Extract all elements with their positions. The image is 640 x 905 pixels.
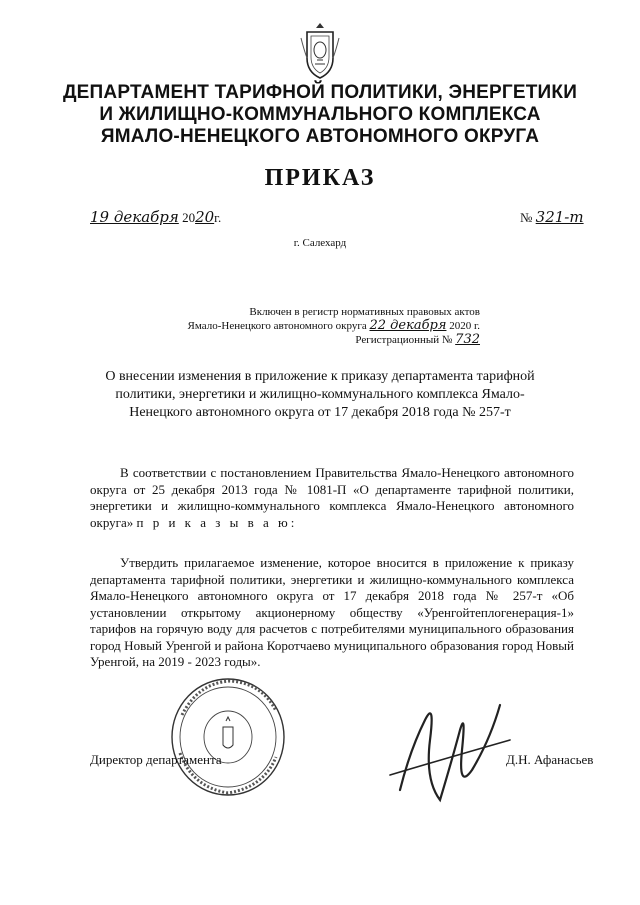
date-handwritten: 19 декабря — [90, 208, 179, 226]
order-subject: О внесении изменения в приложение к приказу департамента тарифной политики, энергетики и жилищно-коммунального комплекса Ямало-Ненецкого автономного округа от 17 декабря 2018 года № 257-т — [105, 369, 535, 420]
registration-line-2-suffix: 2020 г. — [449, 320, 480, 332]
year-handwritten: 20 — [195, 208, 215, 226]
year-suffix: г. — [214, 210, 222, 225]
order-word: п р и к а з ы в а ю: — [136, 514, 298, 530]
handwritten-signature-icon — [380, 680, 520, 815]
registration-line-2 — [180, 319, 480, 333]
registration-line-3 — [180, 333, 480, 347]
order-paragraph: Утвердить прилагаемое изменение, которое вносится в приложение к приказу департамента тарифной политики, энергетики и жилищно-коммунального комплекса Ямало-Ненецкого автономного округа от 17 декабря 2018 года № 257-т «Об установлении открытому акционерному обществу «Уренгойтеплогенерация-1» тарифов на горячую воду для расчетов с потребителями муниципального образования город Новый Уренгой и района Коротчаево муниципального образования город Новый Уренгой, на 2019 - 2023 годы». — [90, 555, 574, 669]
year-prefix: 20 — [182, 210, 196, 225]
registration-block — [180, 305, 480, 347]
signatory-name: Д.Н. Афанасьев — [506, 752, 594, 767]
registration-line-1: Включен в регистр нормативных правовых актов — [249, 306, 480, 318]
department-title-line-2: И ЖИЛИЩНО-КОММУНАЛЬНОГО КОМПЛЕКСА — [99, 104, 541, 125]
round-seal-icon — [168, 675, 288, 800]
department-title-line-1: ДЕПАРТАМЕНТ ТАРИФНОЙ ПОЛИТИКИ, ЭНЕРГЕТИКИ — [62, 82, 578, 103]
coat-of-arms-icon — [295, 20, 345, 82]
order-date — [90, 208, 221, 226]
department-title — [60, 82, 580, 148]
department-title-line-3: ЯМАЛО-НЕНЕЦКОГО АВТОНОМНОГО ОКРУГА — [100, 126, 540, 147]
registration-line-3-prefix: Регистрационный № — [355, 334, 453, 346]
preamble-text: В соответствии с постановлением Правительства Ямало-Ненецкого автономного округа от 25 декабря 2013 года № 1081-П «О департаменте тарифной политики, энергетики и жилищно-коммунального комплекса Ямало-Ненецкого автономного округа» — [90, 465, 574, 530]
document-type: ПРИКАЗ — [264, 165, 376, 191]
order-number — [520, 208, 584, 226]
registration-number-handwritten: 732 — [455, 332, 480, 347]
registration-date-handwritten: 22 декабря — [369, 318, 447, 333]
preamble-paragraph — [90, 465, 574, 531]
number-prefix: № — [520, 210, 533, 225]
number-handwritten: 321-т — [535, 208, 584, 226]
signatory-position: Директор департамента — [90, 752, 222, 767]
registration-line-2-prefix: Ямало-Ненецкого автономного округа — [187, 320, 367, 332]
city: г. Салехард — [293, 237, 347, 249]
